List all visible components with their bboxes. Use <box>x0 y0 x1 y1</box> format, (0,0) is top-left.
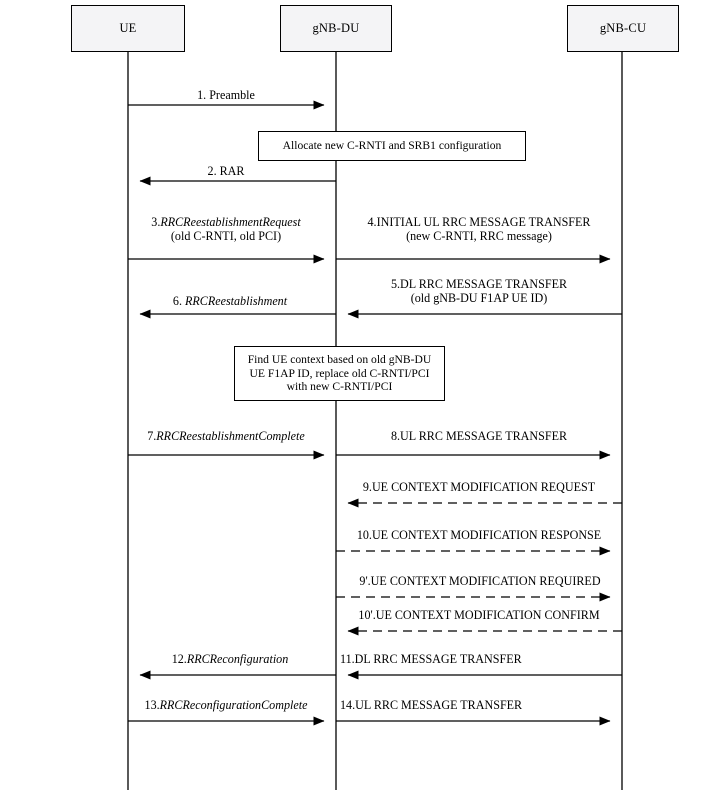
label-msg-5-number: 5. <box>390 277 401 291</box>
actor-box-gnb-du[interactable] <box>280 5 392 52</box>
label-msg-9-name: UE CONTEXT MODIFICATION REQUEST <box>371 480 596 494</box>
label-msg-7-name: RRCReestablishmentComplete <box>156 429 305 443</box>
label-msg-8-name: UL RRC MESSAGE TRANSFER <box>400 429 568 443</box>
label-msg-9-number: 9. <box>362 480 372 494</box>
label-msg-9-prime-name: UE CONTEXT MODIFICATION REQUIRED <box>370 574 601 588</box>
label-msg-9-prime-number: 9'. <box>359 574 371 588</box>
label-msg-8 <box>338 430 620 444</box>
label-msg-4-name: INITIAL UL RRC MESSAGE TRANSFER <box>376 215 591 229</box>
actor-box-gnb-cu[interactable] <box>567 5 679 52</box>
label-msg-3-name: RRCReestablishmentRequest <box>160 215 301 229</box>
label-msg-14 <box>340 699 618 713</box>
label-msg-2 <box>128 165 324 179</box>
label-msg-9-prime <box>336 575 624 589</box>
label-msg-10-prime-name: UE CONTEXT MODIFICATION CONFIRM <box>375 608 600 622</box>
label-msg-13-number: 13. <box>144 698 160 712</box>
label-msg-3 <box>118 216 334 243</box>
note-allocate-text: Allocate new C-RNTI and SRB1 configuration <box>282 139 502 153</box>
label-msg-12-number: 12. <box>171 652 187 666</box>
label-msg-5-name: DL RRC MESSAGE TRANSFER <box>400 277 568 291</box>
label-msg-12-name: RRCReconfiguration <box>186 652 289 666</box>
label-msg-6 <box>126 295 334 309</box>
label-msg-3-detail: (old C-RNTI, old PCI) <box>170 228 282 243</box>
label-msg-7-number: 7. <box>147 429 157 443</box>
actor-box-ue[interactable] <box>71 5 185 52</box>
label-msg-8-number: 8. <box>390 429 401 443</box>
label-msg-11-name: DL RRC MESSAGE TRANSFER <box>354 652 522 666</box>
label-msg-14-name: UL RRC MESSAGE TRANSFER <box>355 698 523 712</box>
label-msg-1-number: 1. <box>197 88 210 102</box>
label-msg-13 <box>118 699 334 713</box>
label-msg-4-number: 4. <box>367 215 377 229</box>
label-msg-4 <box>338 216 620 243</box>
actor-label-gnb-du: gNB-DU <box>312 21 360 35</box>
label-msg-5 <box>338 278 620 305</box>
actor-label-gnb-cu: gNB-CU <box>599 21 647 35</box>
label-msg-12 <box>126 653 334 667</box>
label-msg-11 <box>340 653 618 667</box>
label-msg-10-prime <box>334 609 624 623</box>
label-msg-6-name: RRCReestablishment <box>184 294 288 308</box>
label-msg-2-name: RAR <box>219 164 245 178</box>
label-msg-11-number: 11. <box>340 652 355 666</box>
label-msg-3-number: 3. <box>151 215 161 229</box>
label-msg-14-number: 14. <box>340 698 356 712</box>
label-msg-6-number: 6. <box>172 294 185 308</box>
note-allocate-c-rnti <box>258 131 526 161</box>
actor-label-ue: UE <box>119 21 137 35</box>
label-msg-10-number: 10. <box>356 528 372 542</box>
label-msg-10-prime-number: 10'. <box>358 608 376 622</box>
label-msg-9 <box>338 481 620 495</box>
note-find-context-text: Find UE context based on old gNB-DU UE F1AP ID, replace old C-RNTI/PCI with new C-RNTI/PCI <box>247 353 432 394</box>
label-msg-10 <box>334 529 624 543</box>
label-msg-10-name: UE CONTEXT MODIFICATION RESPONSE <box>371 528 602 542</box>
label-msg-7 <box>118 430 334 444</box>
label-msg-1 <box>128 89 324 103</box>
label-msg-2-number: 2. <box>207 164 220 178</box>
label-msg-4-detail: (new C-RNTI, RRC message) <box>406 228 552 243</box>
note-find-ue-context <box>234 346 445 401</box>
label-msg-5-detail: (old gNB-DU F1AP UE ID) <box>410 290 548 305</box>
label-msg-13-name: RRCReconfigurationComplete <box>159 698 308 712</box>
label-msg-1-name: Preamble <box>209 88 255 102</box>
